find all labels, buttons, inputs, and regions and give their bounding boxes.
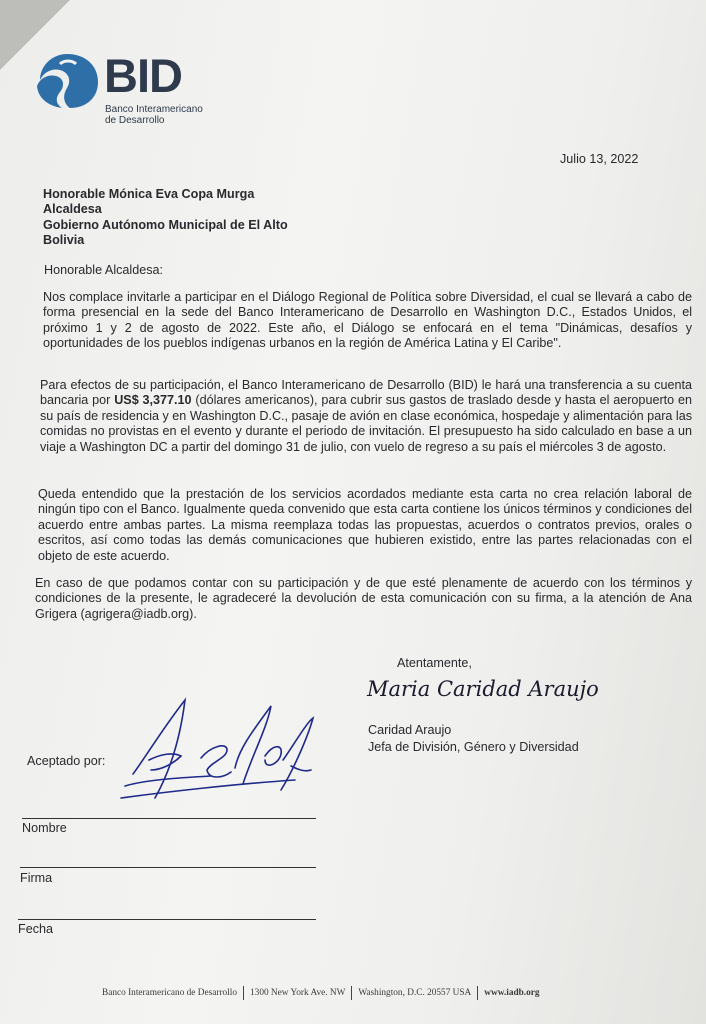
signature-label: Firma	[20, 871, 53, 885]
recipient-organization: Gobierno Autónomo Municipal de El Alto	[43, 217, 288, 232]
date-line	[18, 919, 316, 920]
name-label: Nombre	[22, 821, 67, 835]
paragraph-acceptance: En caso de que podamos contar con su participación y de que esté plenamente de acuerdo con los términos y condiciones de la presente, le agradeceré la devolución de esta comunicación con su firma, a la atención de Ana Grigera (agrigera@iadb.org).	[35, 576, 692, 621]
closing: Atentamente,	[397, 656, 472, 670]
recipient-country: Bolivia	[43, 233, 85, 248]
recipient-title: Alcaldesa	[43, 202, 102, 217]
funding-amount: US$ 3,377.10	[114, 393, 192, 408]
handwritten-signature	[115, 688, 320, 816]
letter-date: Julio 13, 2022	[560, 152, 639, 166]
footer-url: www.iadb.org	[484, 988, 540, 998]
logo-subtitle	[105, 104, 245, 126]
signer-block	[368, 722, 579, 756]
funding-text-start: Para efectos de su participación, el Banco Interamericano de Desarrollo (BID) le hará una transferencia a su cuenta bancaria por	[40, 378, 692, 408]
date-label: Fecha	[18, 922, 54, 936]
bid-logo-icon	[34, 52, 100, 110]
paragraph-terms: Queda entendido que la prestación de los servicios acordados mediante esta carta no crea relación laboral de ningún tipo con el Banco. Igualmente queda convenido que esta carta contiene los únicos términos y condiciones del acuerdo entre ambas partes. La misma reemplaza todas las propuestas, acuerdos o contratos previos, orales o escritos, así como todas las demás comunicaciones que hubieren existido, entre las partes relacionadas con el objeto de este acuerdo.	[38, 487, 692, 563]
signer-signature: Maria Caridad Araujo	[367, 677, 599, 701]
accepted-by-label: Aceptado por:	[27, 754, 106, 768]
footer	[102, 986, 612, 1000]
footer-separator	[477, 986, 478, 1000]
logo-text: BID	[104, 49, 182, 102]
signature-line	[20, 867, 316, 868]
footer-separator	[243, 986, 244, 1000]
footer-address: 1300 New York Ave. NW	[250, 988, 346, 998]
footer-separator	[351, 986, 352, 1000]
logo-subtitle-line1: Banco Interamericano	[105, 104, 203, 115]
recipient-name: Honorable Mónica Eva Copa Murga	[43, 187, 255, 201]
recipient-block	[43, 187, 288, 249]
greeting: Honorable Alcaldesa:	[44, 263, 164, 277]
signer-title: Jefa de División, Género y Diversidad	[368, 740, 579, 754]
footer-org: Banco Interamericano de Desarrollo	[102, 988, 238, 998]
name-line	[22, 818, 316, 819]
paragraph-invitation: Nos complace invitarle a participar en el Diálogo Regional de Política sobre Diversidad, el cual se llevará a cabo de forma presencial en la sede del Banco Interamericano de Desarrollo en Washington D.C., Estados Unidos, el próximo 1 y 2 de agosto de 2022. Este año, el Diálogo se enfocará en el tema "Dinámicas, desafíos y oportunidades de los pueblos indígenas urbanos en la región de América Latina y El Caribe".	[43, 290, 692, 351]
footer-city: Washington, D.C. 20557 USA	[358, 988, 472, 998]
paragraph-funding	[40, 378, 692, 455]
logo-subtitle-line2: de Desarrollo	[105, 115, 165, 126]
signer-name: Caridad Araujo	[368, 723, 452, 737]
funding-text-end: (dólares americanos), para cubrir sus gastos de traslado desde y hasta el aeropuerto en su país de residencia y en Washington D.C., pasaje de avión en clase económica, hospedaje y alimentación para las comidas no provistas en el evento y durante el periodo de invitación. El presupuesto ha sido calculado en base a un viaje a Washington DC a partir del domingo 31 de julio, con vuelo de regreso a su país el miércoles 3 de agosto.	[40, 393, 692, 454]
